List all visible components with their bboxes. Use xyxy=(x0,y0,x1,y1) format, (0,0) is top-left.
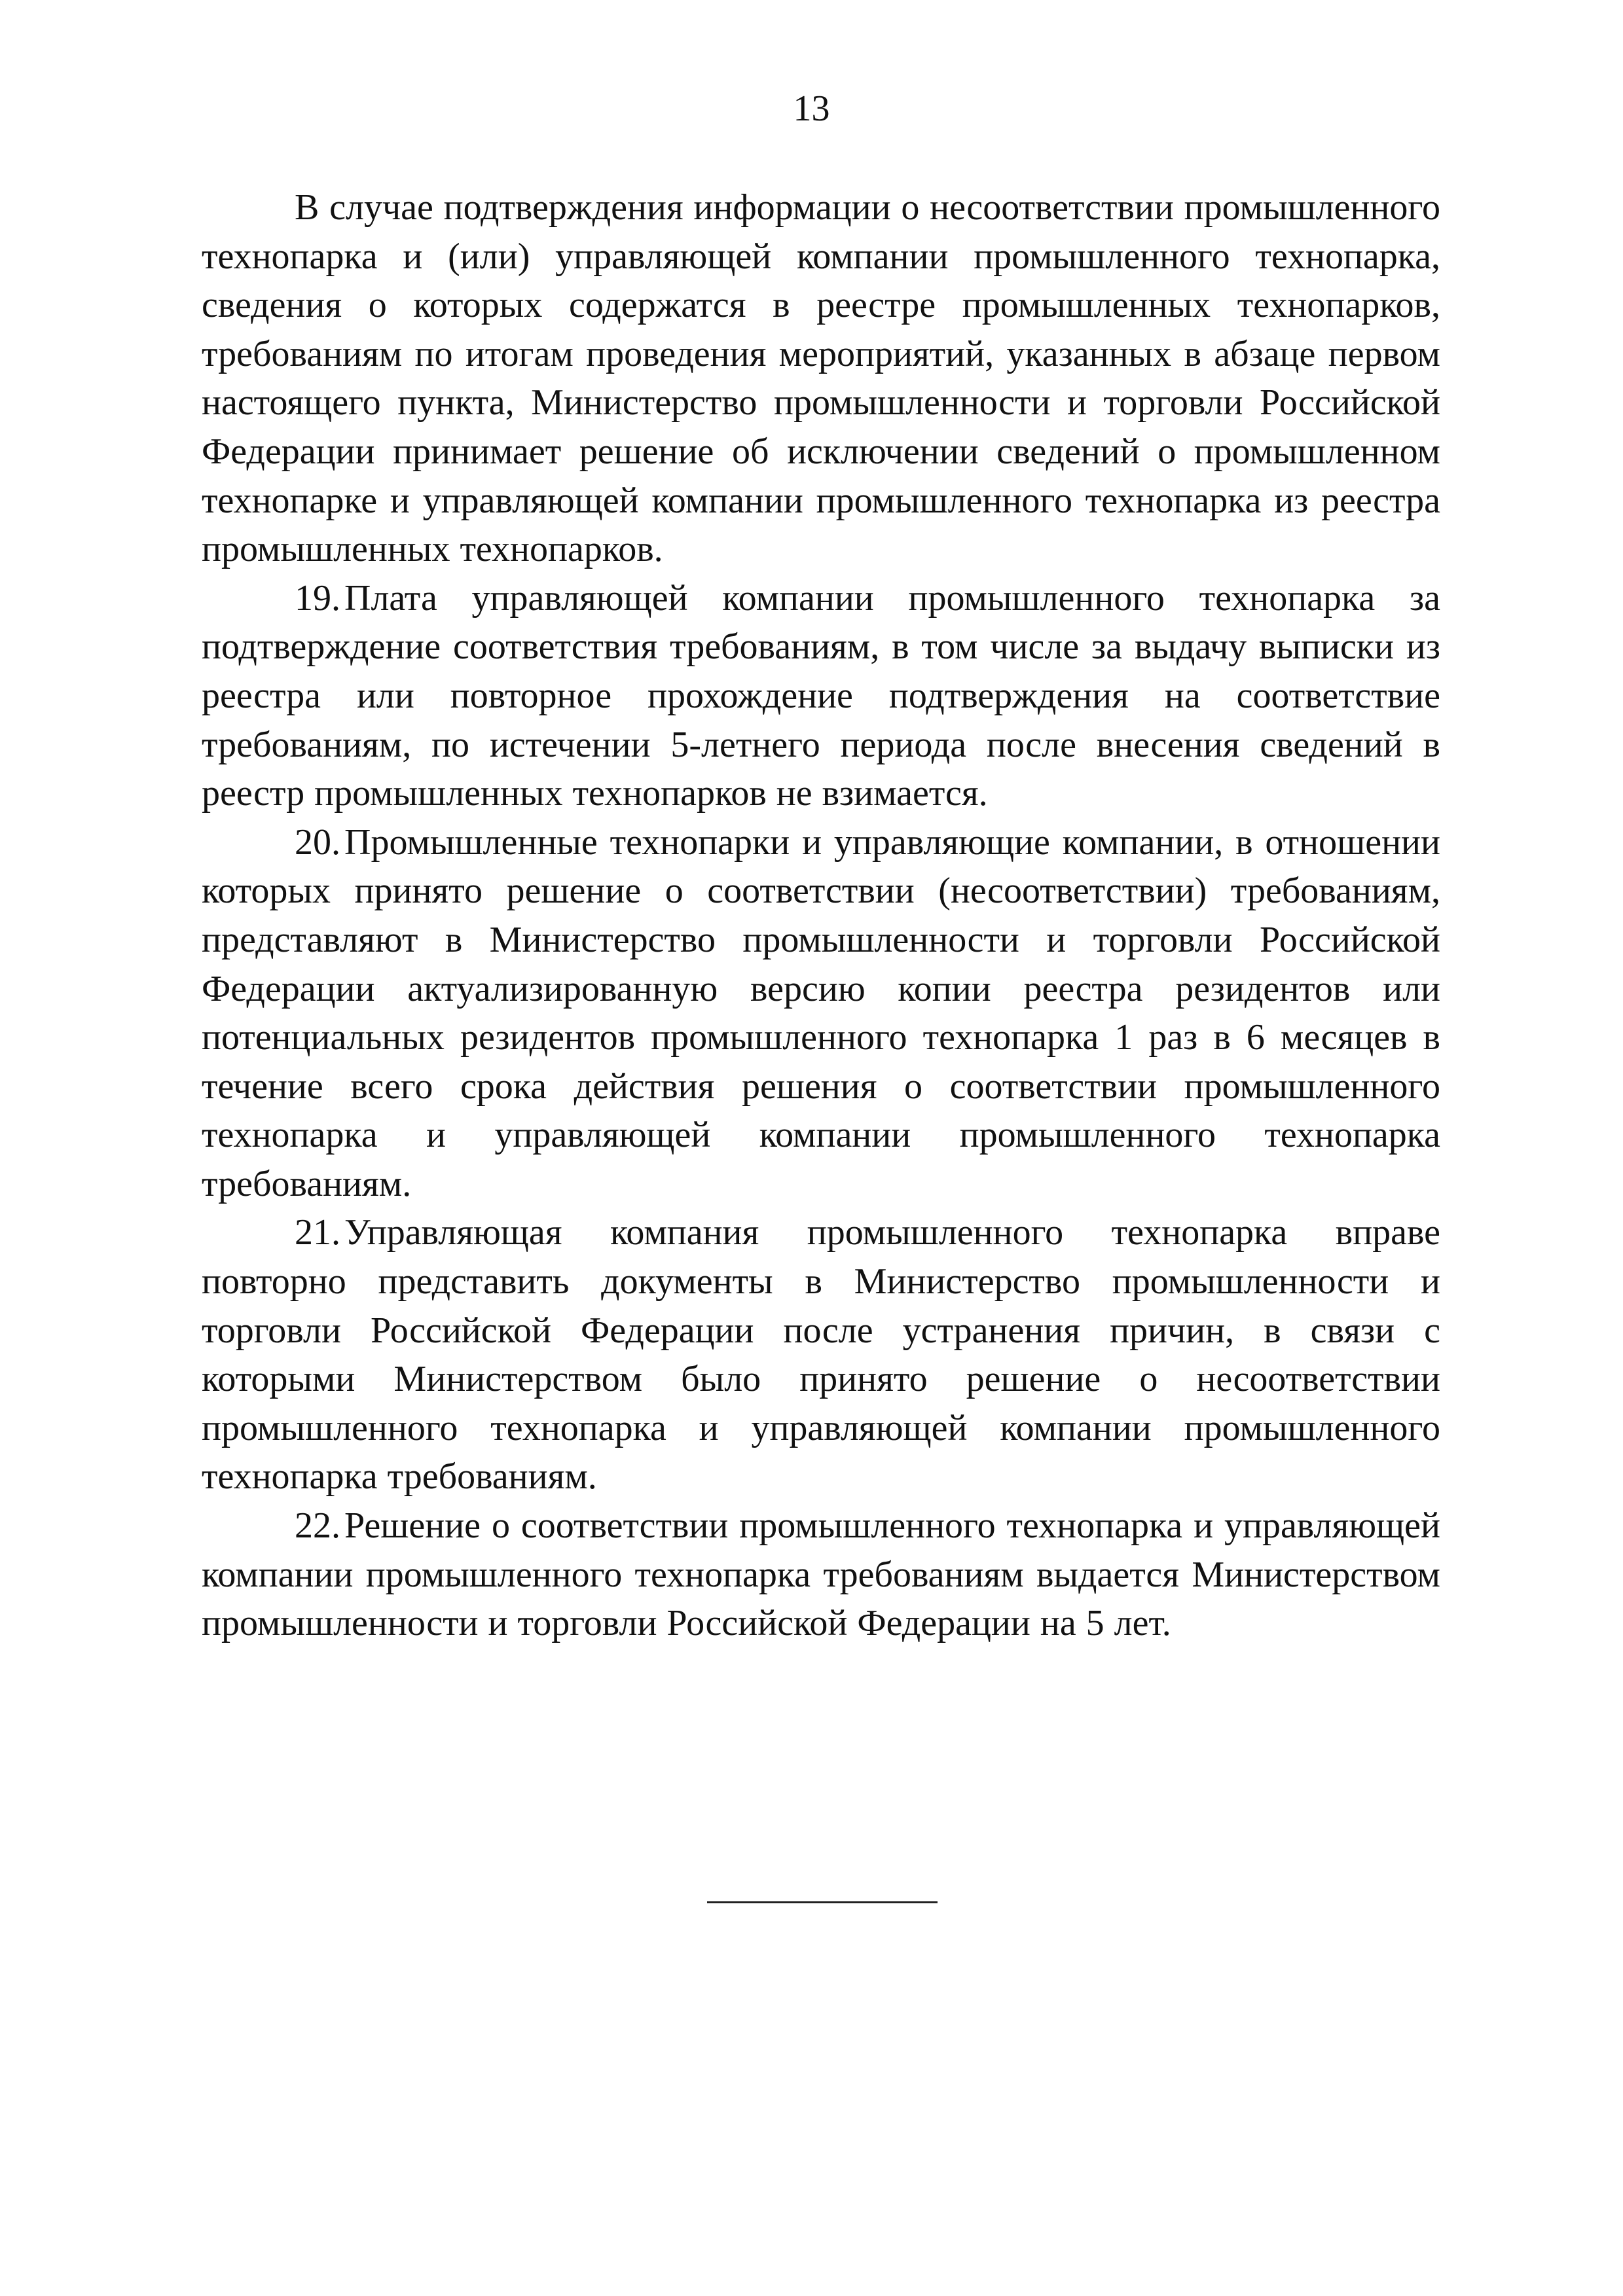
paragraph-text: Решение о соответствии промышленного технопарка и управляющей компании промышленного технопарка требованиям выдается Министерством промышленности и торговли Российской Федерации на 5 лет. xyxy=(202,1505,1440,1644)
paragraph-number: 22. xyxy=(295,1505,340,1547)
page-number: 13 xyxy=(793,88,830,129)
paragraph-number: 20. xyxy=(295,821,340,863)
paragraph-21 xyxy=(202,1208,1440,1501)
paragraph-number: 21. xyxy=(295,1212,340,1253)
paragraph-number: 19. xyxy=(295,577,340,619)
paragraph-text: Промышленные технопарки и управляющие компании, в отношении которых принято решение о соответствии (несоответствии) требованиям, представляют в Министерство промышленности и торговли Российской Федерации актуализированную версию копии реестра резидентов или потенциальных резидентов промышленного технопарка 1 раз в 6 месяцев в течение всего срока действия решения о соответствии промышленного технопарка и управляющей компании промышленного технопарка требованиям. xyxy=(202,821,1440,1204)
paragraph-text: В случае подтверждения информации о несоответствии промышленного технопарка и (или) управляющей компании промышленного технопарка, сведения о которых содержатся в реестре промышленных технопарков, требованиям по итогам проведения мероприятий, указанных в абзаце первом настоящего пункта, Министерство промышленности и торговли Российской Федерации принимает решение об исключении сведений о промышленном технопарке и управляющей компании промышленного технопарка из реестра промышленных технопарков. xyxy=(202,187,1440,570)
document-body xyxy=(202,183,1440,1648)
paragraph-exclusion-decision xyxy=(202,183,1440,574)
paragraph-20 xyxy=(202,818,1440,1209)
paragraph-19 xyxy=(202,574,1440,818)
end-of-document-rule xyxy=(707,1901,938,1903)
paragraph-text: Управляющая компания промышленного технопарка вправе повторно представить документы в Министерство промышленности и торговли Российской Федерации после устранения причин, в связи с которыми Министерством было принято решение о несоответствии промышленного технопарка и управляющей компании промышленного технопарка требованиям. xyxy=(202,1212,1440,1498)
paragraph-text: Плата управляющей компании промышленного технопарка за подтверждение соответствия требованиям, в том числе за выдачу выписки из реестра или повторное прохождение подтверждения на соответствие требованиям, по истечении 5-летнего периода после внесения сведений в реестр промышленных технопарков не взимается. xyxy=(202,577,1440,814)
paragraph-22 xyxy=(202,1501,1440,1648)
